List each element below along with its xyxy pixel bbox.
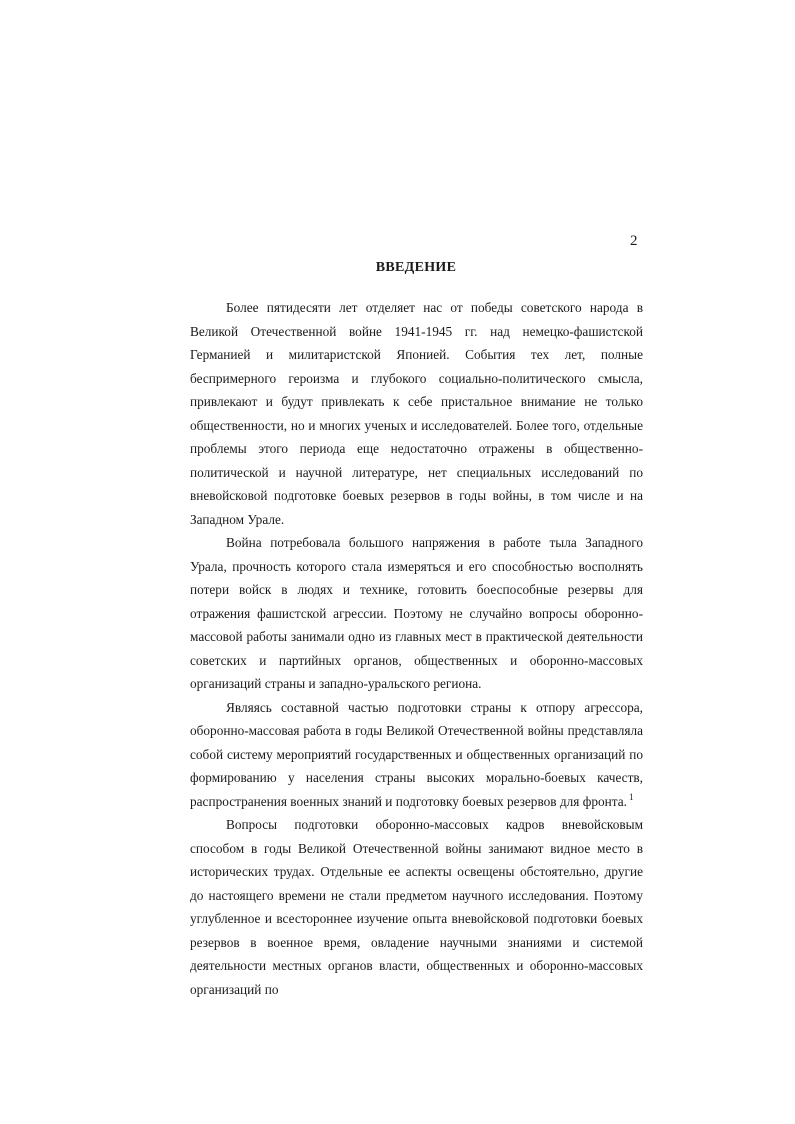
section-heading: ВВЕДЕНИЕ xyxy=(375,260,457,275)
paragraph-text: Являясь составной частью подготовки страны к отпору агрессора, оборонно-массовая работа в годы Великой Отечественной войны представляла собой систему мероприятий государственных и общественных организаций по формированию у населения страны высоких морально-боевых качеств, распространения военных знаний и подготовку боевых резервов для фронта. xyxy=(190,699,643,809)
page-number: 2 xyxy=(630,233,638,249)
footnote-reference[interactable]: 1 xyxy=(628,792,634,803)
body-text xyxy=(190,296,643,1001)
paragraph-text: Более пятидесяти лет отделяет нас от победы советского народа в Великой Отечественной войне 1941-1945 гг. над немецко-фашистской Германией и милитаристской Японией. События тех лет, полные беспримерного героизма и глубокого социально-политического смысла, привлекают и будут привлекать к себе пристальное внимание не только общественности, но и многих ученых и исследователей. Более того, отдельные проблемы этого периода еще недостаточно отражены в общественно-политической и научной литературе, нет специальных исследований по вневойсковой подготовке боевых резервов в годы войны, в том числе и на Западном Урале. xyxy=(190,300,643,527)
paragraph xyxy=(190,531,643,696)
paragraph xyxy=(190,696,643,814)
paragraph xyxy=(190,813,643,1001)
paragraph-text: Вопросы подготовки оборонно-массовых кадров вневойсковым способом в годы Великой Отечественной войны занимают видное место в исторических трудах. Отдельные ее аспекты освещены обстоятельно, другие до настоящего времени не стали предметом научного исследования. Поэтому углубленное и всестороннее изучение опыта вневойсковой подготовки боевых резервов в военное время, овладение научными знаниями и системой деятельности местных органов власти, общественных и оборонно-массовых организаций по xyxy=(190,817,643,997)
paragraph xyxy=(190,296,643,531)
paragraph-text: Война потребовала большого напряжения в работе тыла Западного Урала, прочность которого стала измеряться и его способностью восполнять потери войск в людях и технике, готовить боеспособные резервы для отражения фашистской агрессии. Поэтому не случайно вопросы оборонно-массовой работы занимали одно из главных мест в практической деятельности советских и партийных органов, общественных и оборонно-массовых организаций страны и западно-уральского региона. xyxy=(190,535,643,691)
